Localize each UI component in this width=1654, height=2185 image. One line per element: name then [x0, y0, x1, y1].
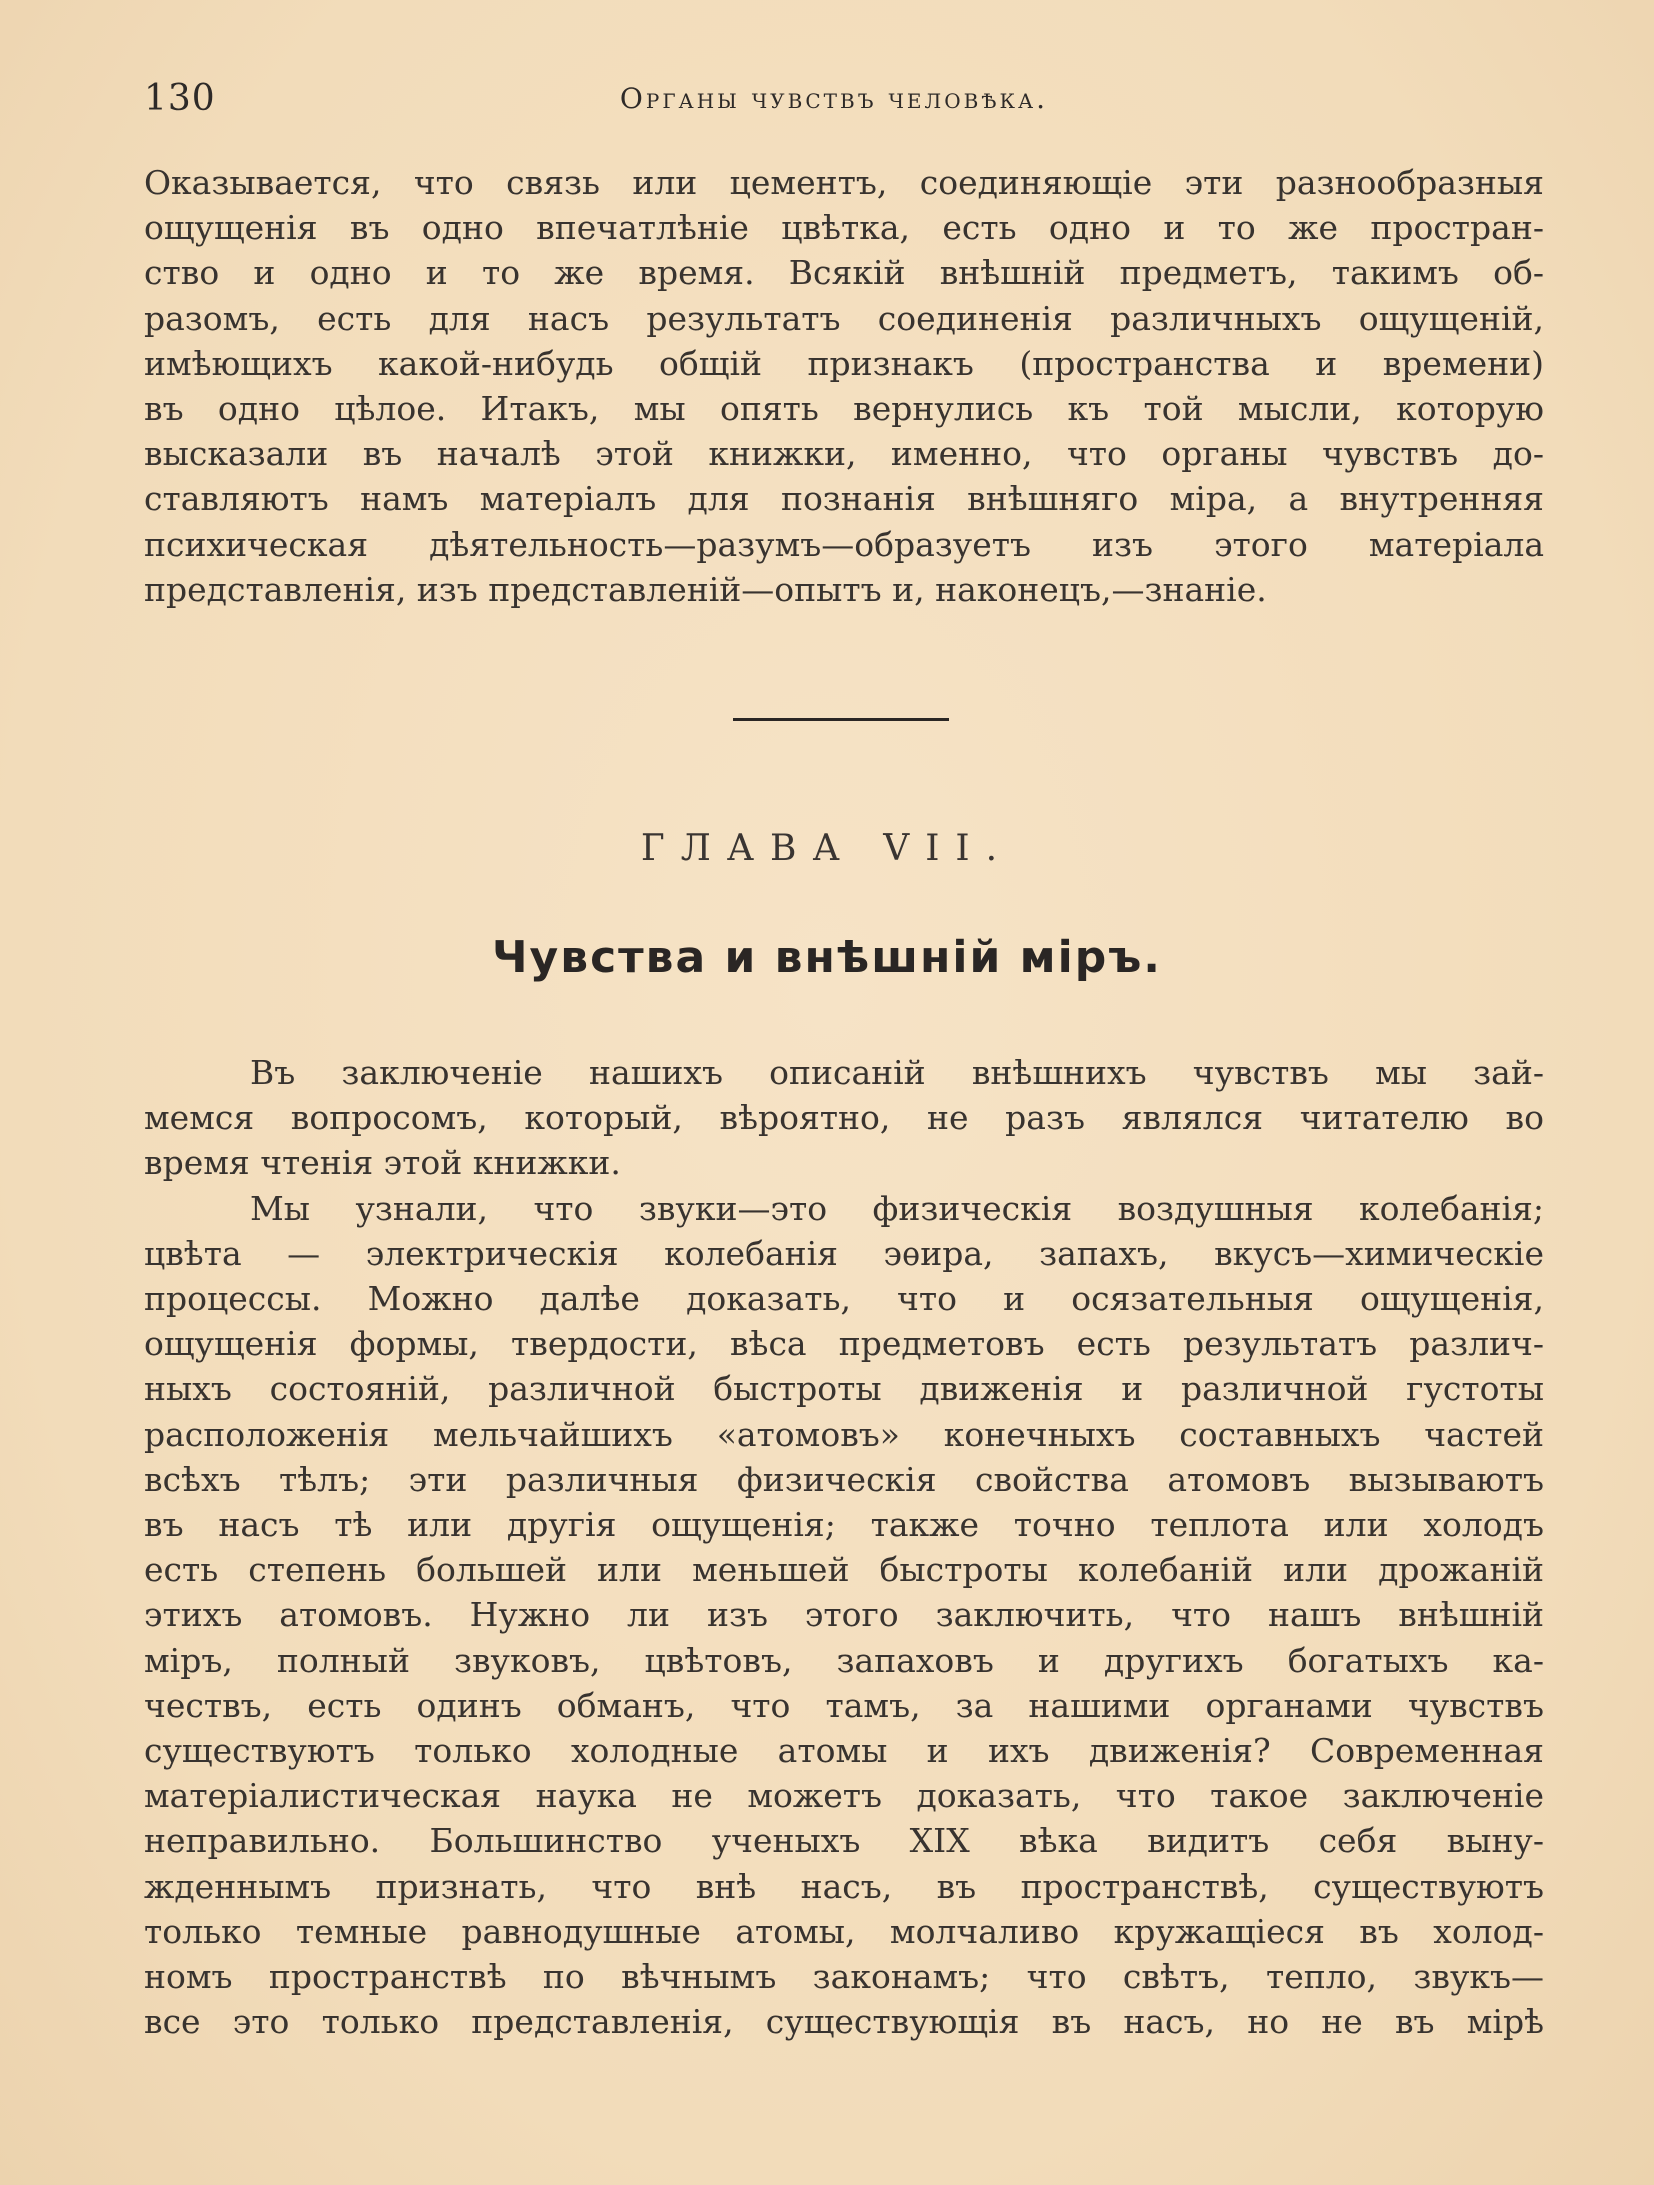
continuation-paragraph — [144, 160, 1544, 612]
text-line: всѣхъ тѣлъ; эти различныя физическія свойства атомовъ вызываютъ — [144, 1459, 1544, 1499]
text-line: существуютъ только холодные атомы и ихъ движенія? Современная — [144, 1731, 1544, 1771]
text-line: процессы. Можно далѣе доказать, что и осязательныя ощущенія, — [144, 1279, 1544, 1319]
chapter-body — [144, 1050, 1544, 2044]
text-line: представленія, изъ представленій—опытъ и, наконецъ,—знаніе. — [144, 569, 1267, 609]
text-line: ставляютъ намъ матеріалъ для познанія внѣшняго міра, а внутренняя — [144, 479, 1544, 519]
text-line: есть степень большей или меньшей быстроты колебаній или дрожаній — [144, 1550, 1544, 1590]
text-line: этихъ атомовъ. Нужно ли изъ этого заключить, что нашъ внѣшній — [144, 1595, 1544, 1635]
text-line: только темные равнодушные атомы, молчаливо кружащіеся въ холод- — [144, 1911, 1544, 1951]
page-number: 130 — [144, 78, 216, 119]
text-line: Мы узнали, что звуки—это физическія воздушныя колебанія; — [250, 1188, 1544, 1228]
text-line: ныхъ состояній, различной быстроты движенія и различной густоты — [144, 1369, 1544, 1409]
text-line: Оказывается, что связь или цементъ, соединяющіе эти разнообразныя — [144, 163, 1544, 202]
text-line: жденнымъ признать, что внѣ насъ, въ пространствѣ, существуютъ — [144, 1866, 1544, 1906]
text-line: время чтенія этой книжки. — [144, 1143, 621, 1183]
text-line: все это только представленія, существующія въ насъ, но не въ мірѣ — [144, 2002, 1544, 2042]
text-line: міръ, полный звуковъ, цвѣтовъ, запаховъ и другихъ богатыхъ ка- — [144, 1640, 1544, 1680]
text-line: разомъ, есть для насъ результатъ соединенія различныхъ ощущеній, — [144, 298, 1544, 338]
text-line: въ насъ тѣ или другія ощущенія; также точно теплота или холодъ — [144, 1505, 1544, 1545]
text-line: психическая дѣятельность—разумъ—образуетъ изъ этого матеріала — [144, 524, 1544, 564]
text-line: чествъ, есть одинъ обманъ, что тамъ, за нашими органами чувствъ — [144, 1685, 1544, 1725]
text-line: матеріалистическая наука не можетъ доказать, что такое заключеніе — [144, 1776, 1544, 1816]
text-line: цвѣта — электрическія колебанія эѳира, запахъ, вкусъ—химическіе — [144, 1233, 1544, 1273]
section-divider — [733, 718, 949, 721]
text-line: неправильно. Большинство ученыхъ XIX вѣка видитъ себя выну- — [144, 1821, 1544, 1861]
text-line: въ одно цѣлое. Итакъ, мы опять вернулись къ той мысли, которую — [144, 389, 1544, 429]
text-line: мемся вопросомъ, который, вѣроятно, не разъ являлся читателю во — [144, 1098, 1544, 1138]
text-line: номъ пространствѣ по вѣчнымъ законамъ; что свѣтъ, тепло, звукъ— — [144, 1957, 1544, 1997]
running-head — [144, 78, 1524, 128]
text-line: расположенія мельчайшихъ «атомовъ» конечныхъ составныхъ частей — [144, 1414, 1544, 1454]
chapter-label: ГЛАВА VII. — [640, 828, 1014, 869]
text-line: ощущенія въ одно впечатлѣніе цвѣтка, есть одно и то же простран- — [144, 208, 1544, 248]
running-title: Органы чувствъ человѣка. — [619, 82, 1049, 115]
text-line: имѣющихъ какой-нибудь общій признакъ (пространства и времени) — [144, 343, 1544, 383]
text-line: высказали въ началѣ этой книжки, именно, что органы чувствъ до- — [144, 434, 1544, 474]
chapter-title: Чувства и внѣшній міръ. — [492, 932, 1162, 983]
text-line: ощущенія формы, твердости, вѣса предметовъ есть результатъ различ- — [144, 1324, 1544, 1364]
text-line: ство и одно и то же время. Всякій внѣшній предметъ, такимъ об- — [144, 253, 1544, 293]
text-line: Въ заключеніе нашихъ описаній внѣшнихъ чувствъ мы зай- — [250, 1053, 1544, 1092]
